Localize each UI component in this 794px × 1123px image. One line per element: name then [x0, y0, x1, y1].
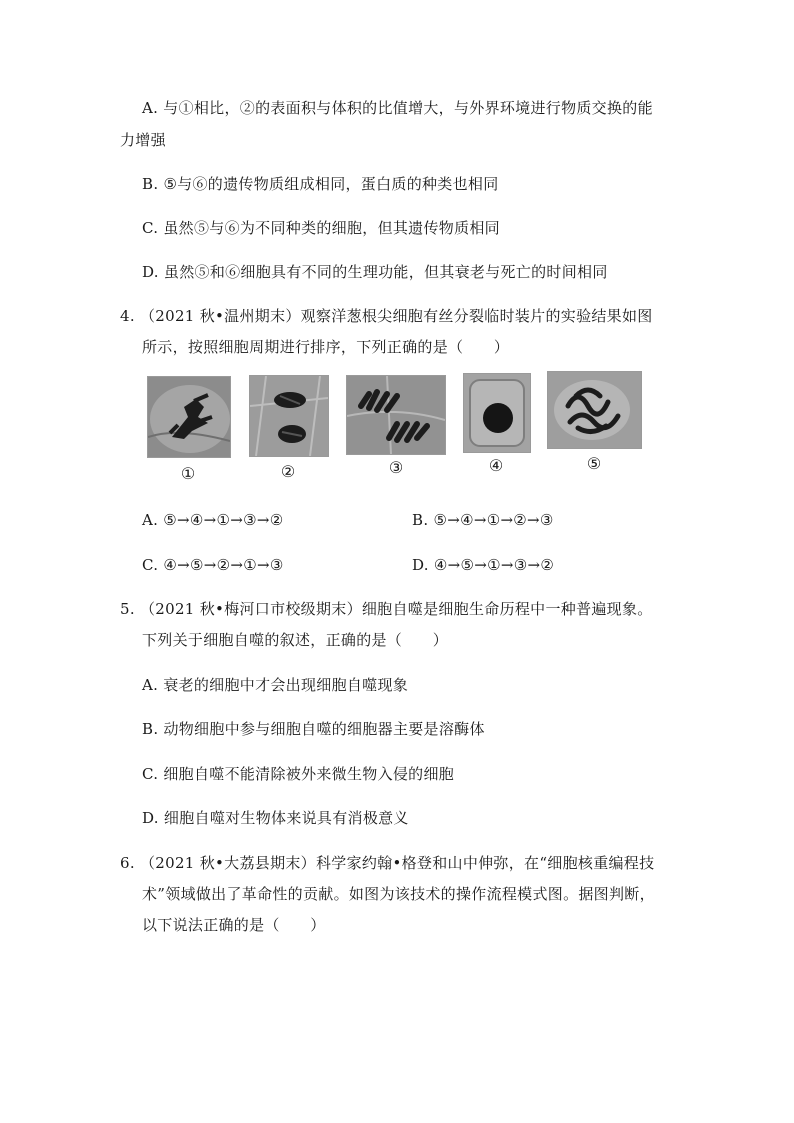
q5-stem-line1: 5. （2021 秋•梅河口市校级期末）细胞自噬是细胞生命历程中一种普遍现象。	[120, 600, 653, 618]
q3-option-a-line1: A. 与①相比，②的表面积与体积的比值增大，与外界环境进行物质交换的能	[142, 99, 653, 117]
q4-stem-line1: 4. （2021 秋•温州期末）观察洋葱根尖细胞有丝分裂临时装片的实验结果如图	[120, 307, 653, 325]
q3-option-a-line2: 力增强	[120, 131, 166, 149]
q5-stem-line2: 下列关于细胞自噬的叙述，正确的是（ ）	[142, 631, 449, 649]
micrograph-2	[249, 375, 329, 457]
micrograph-1	[147, 376, 231, 458]
q4-option-b: B. ⑤→④→①→②→③	[412, 511, 554, 529]
micrograph-label-3: ③	[388, 458, 404, 477]
q3-option-d: D. 虽然⑤和⑥细胞具有不同的生理功能，但其衰老与死亡的时间相同	[142, 263, 608, 281]
q5-option-a: A. 衰老的细胞中才会出现细胞自噬现象	[142, 676, 409, 694]
q5-option-c: C. 细胞自噬不能清除被外来微生物入侵的细胞	[142, 765, 455, 783]
q4-option-a: A. ⑤→④→①→③→②	[142, 511, 284, 529]
micrograph-label-4: ④	[488, 456, 504, 475]
q3-option-b: B. ⑤与⑥的遗传物质组成相同，蛋白质的种类也相同	[142, 175, 499, 193]
micrograph-5	[547, 371, 642, 449]
q4-option-d: D. ④→⑤→①→③→②	[412, 556, 555, 574]
micrograph-label-5: ⑤	[586, 454, 602, 473]
q3-option-c: C. 虽然⑤与⑥为不同种类的细胞，但其遗传物质相同	[142, 219, 500, 237]
q6-stem-line3: 以下说法正确的是（ ）	[142, 916, 326, 934]
micrograph-4	[463, 373, 531, 453]
q4-option-c: C. ④→⑤→②→①→③	[142, 556, 284, 574]
q6-stem-line2: 术”领域做出了革命性的贡献。如图为该技术的操作流程模式图。据图判断，	[142, 885, 655, 903]
q5-option-b: B. 动物细胞中参与细胞自噬的细胞器主要是溶酶体	[142, 720, 485, 738]
micrograph-3	[346, 375, 446, 455]
micrograph-label-2: ②	[280, 462, 296, 481]
q4-stem-line2: 所示，按照细胞周期进行排序，下列正确的是（ ）	[142, 338, 510, 356]
micrograph-label-1: ①	[180, 464, 196, 483]
q5-option-d: D. 细胞自噬对生物体来说具有消极意义	[142, 809, 409, 827]
q6-stem-line1: 6. （2021 秋•大荔县期末）科学家约翰•格登和山中伸弥，在“细胞核重编程技	[120, 854, 655, 872]
